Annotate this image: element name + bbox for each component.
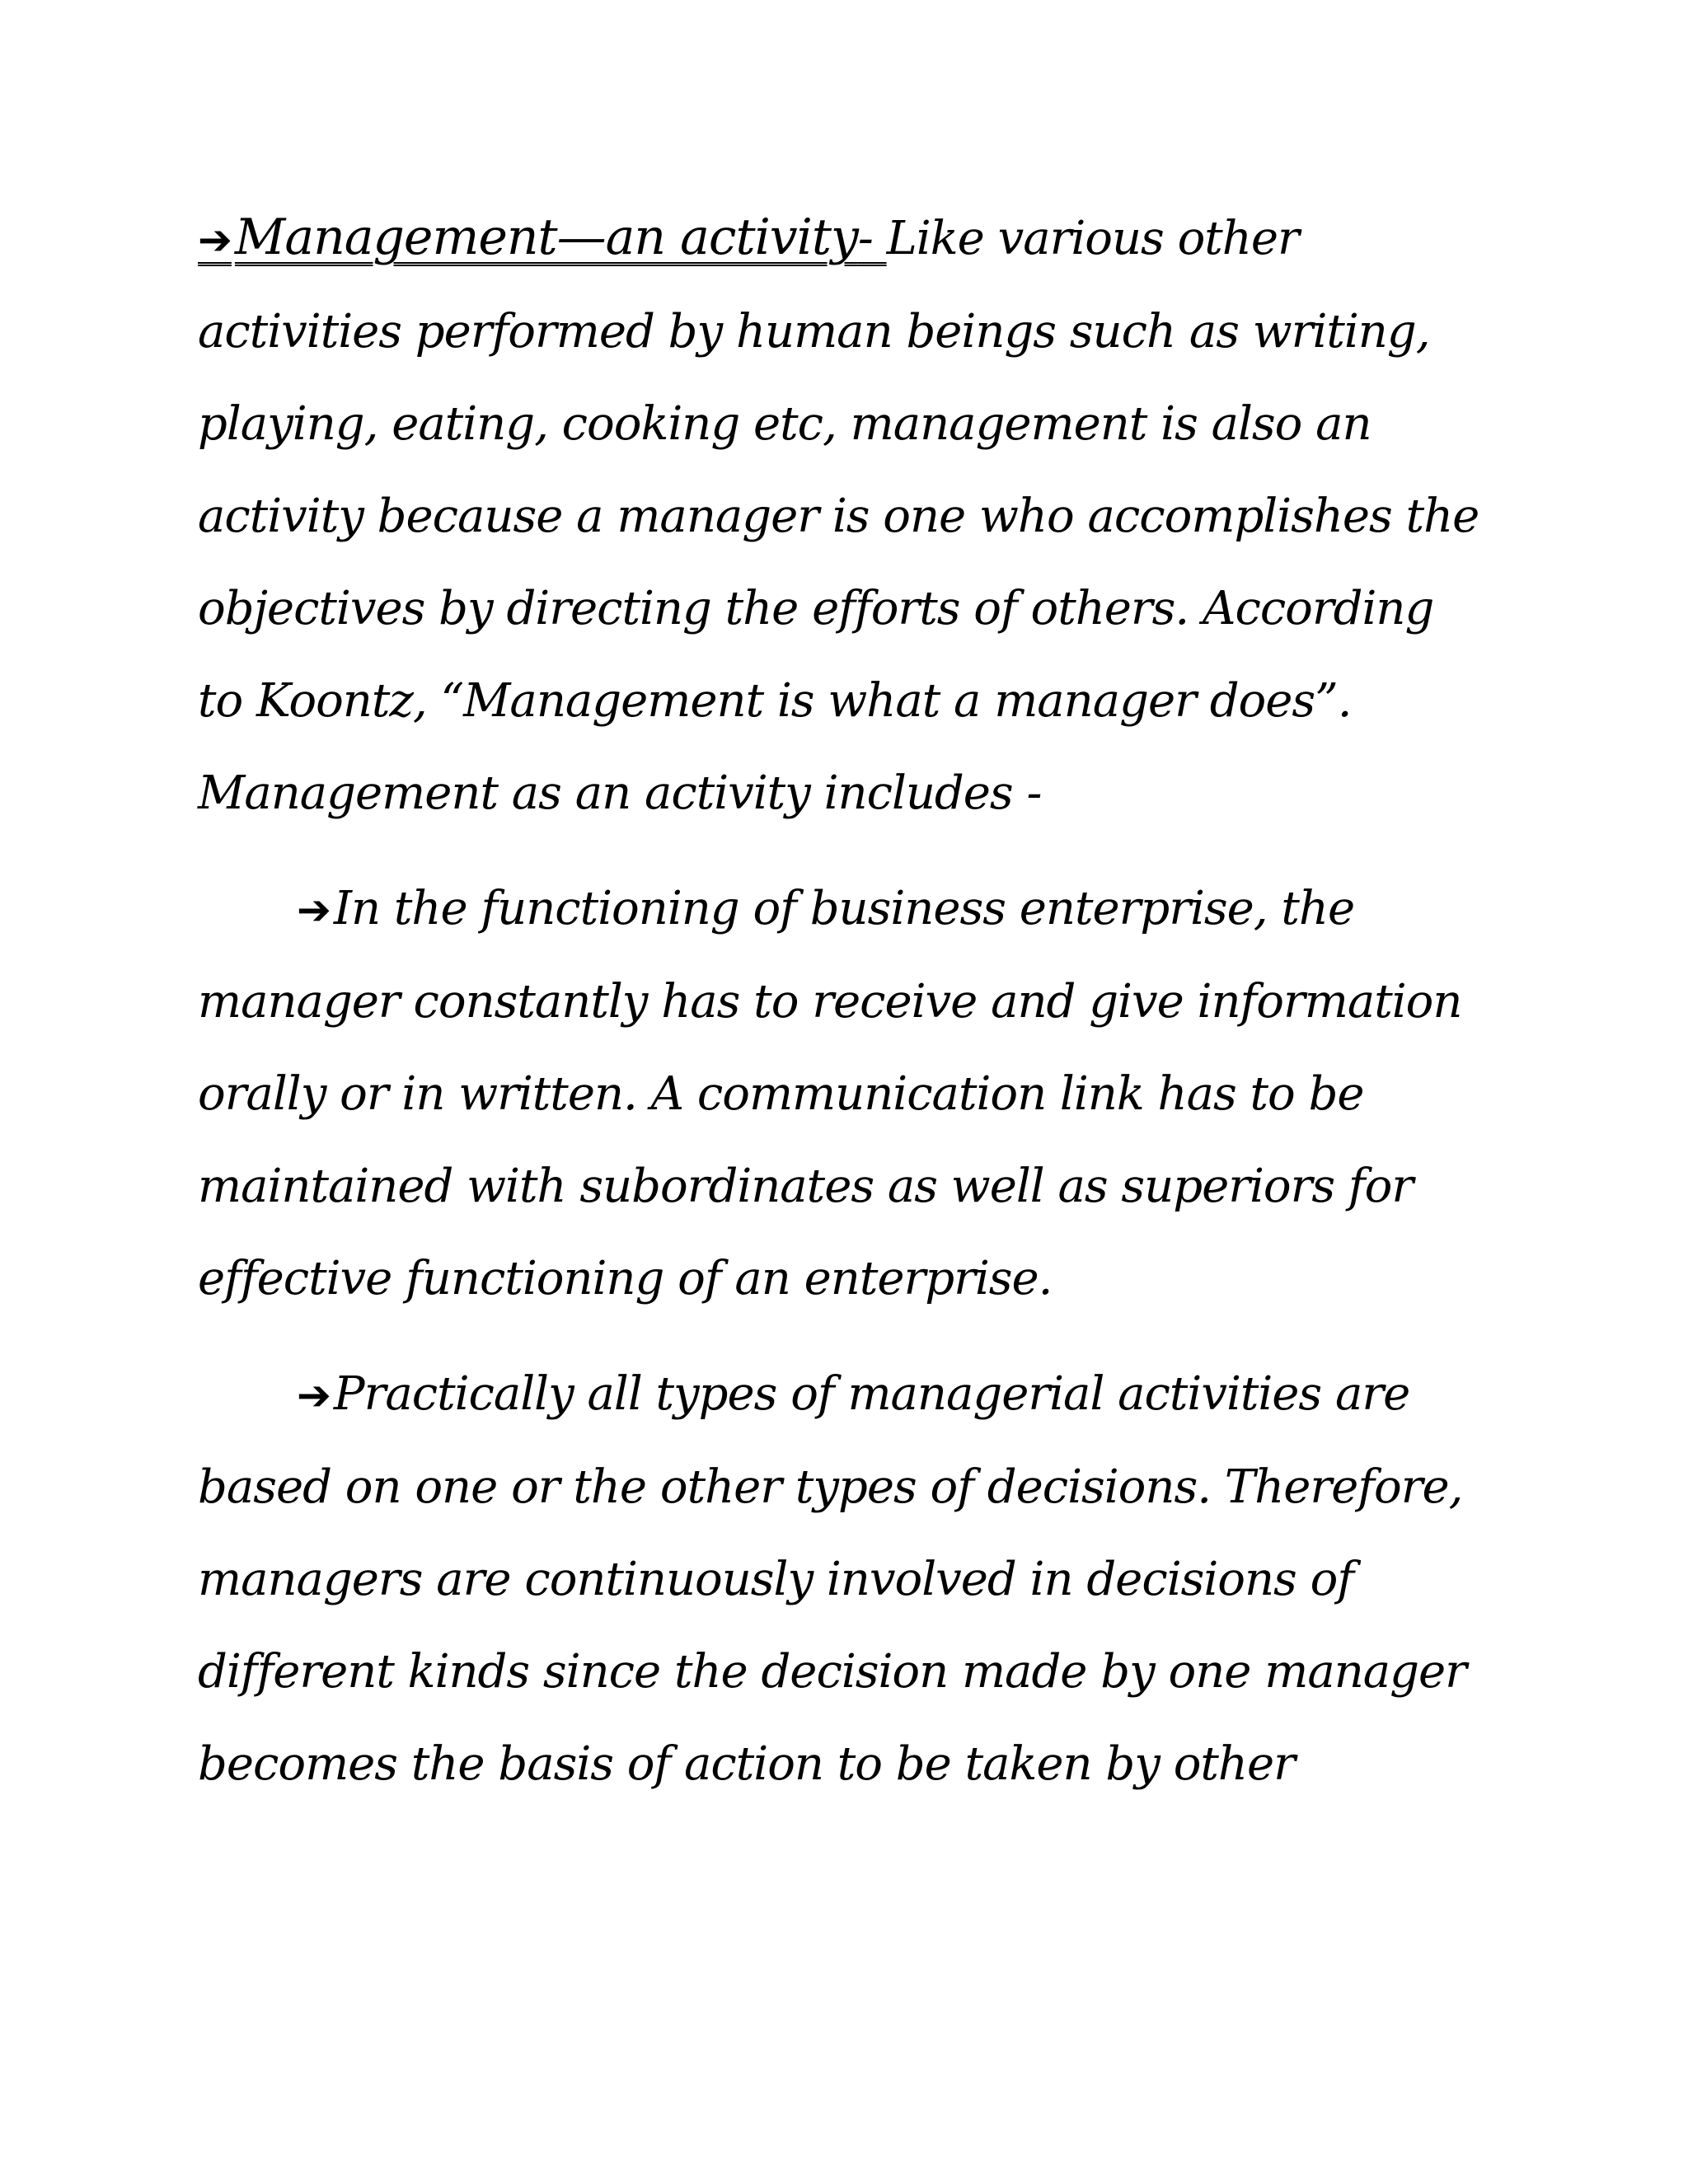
point-text: Practically all types of managerial activities are based on one or the other types of decisions. Therefore, managers are continuously involved in decisions of different kinds since the decision made by one manager becomes the basis of action to be taken by other	[198, 1367, 1466, 1791]
section-body-text: Like various other activities performed by human beings such as writing, playing, eating, cooking etc, management is also an activity because a manager is one who accomplishes the objectives by directing the efforts of others. According to Koontz, “Management is what a manager does”. Management as an activity includes -	[198, 212, 1479, 820]
arrow-right-icon: ➔	[198, 216, 232, 264]
point-text: In the functioning of business enterprise, the manager constantly has to receive and give information orally or in written. A communication link has to be maintained with subordinates as well as superiors for effective functioning of an enterprise.	[198, 882, 1462, 1305]
point-communication	[198, 863, 1484, 1325]
arrow-right-icon: ➔	[297, 886, 331, 934]
heading-text: Management—an activity	[234, 209, 858, 266]
section-heading	[198, 209, 887, 266]
arrow-right-icon: ➔	[297, 1371, 331, 1419]
heading-separator: -	[857, 212, 887, 265]
section-management-activity	[198, 191, 1484, 840]
point-decisions	[198, 1348, 1484, 1811]
document-body	[198, 191, 1484, 1811]
